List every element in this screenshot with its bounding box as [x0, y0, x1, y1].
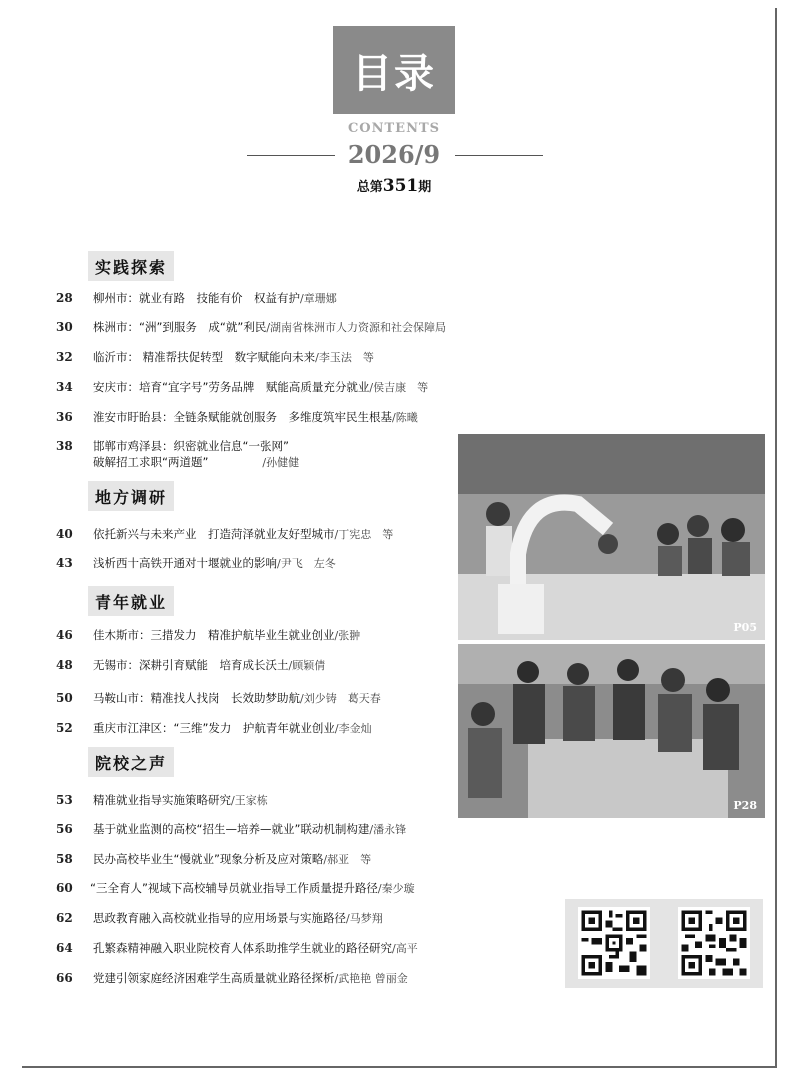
issue-date: 2026/9: [347, 140, 441, 169]
entry-title: 重庆市江津区：“三维”发力 护航青年就业创业: [93, 721, 335, 735]
qr-code-right-graphic: [678, 907, 750, 979]
entry-author: /刘少铸 葛天春: [300, 692, 381, 705]
entry-title: 柳州市：就业有路 技能有价 权益有护: [93, 291, 300, 305]
entry-title: 孔繁森精神融入职业院校育人体系助推学生就业的路径研究: [93, 941, 392, 955]
frame-right-border: [775, 8, 777, 1068]
entry-author: /郝亚 等: [323, 853, 372, 866]
section-heading: 院校之声: [88, 747, 174, 777]
page-number: 62: [56, 911, 73, 925]
entry-title: 民办高校毕业生“慢就业”现象分析及应对策略: [93, 852, 324, 866]
page-number: 40: [56, 527, 73, 541]
page-number: 46: [56, 628, 73, 642]
page-number: 56: [56, 822, 73, 836]
qr-code-left-graphic: [578, 907, 650, 979]
page-number: 28: [56, 291, 73, 305]
entry-author: /湖南省株洲市人力资源和社会保障局: [266, 321, 447, 334]
entry-author: /潘永锋: [369, 823, 407, 836]
qr-code-panel: [565, 899, 763, 988]
entry-author: /王家栋: [231, 794, 268, 807]
photo-embroidery-workshop: [458, 644, 765, 818]
entry-title: 浅析西十高铁开通对十堰就业的影响: [93, 556, 277, 570]
photo-embroidery-workshop-image: [458, 644, 765, 818]
title-box: [333, 26, 455, 114]
page-title: 目录: [352, 50, 436, 97]
entry-title: 临沂市： 精准帮扶促转型 数字赋能向未来: [93, 350, 316, 364]
page-number: 66: [56, 971, 73, 985]
entry-author: /高平: [392, 942, 418, 955]
page-number: 38: [56, 439, 73, 453]
page-number: 52: [56, 721, 73, 735]
entry-author: /侯吉康 等: [369, 381, 429, 394]
entry-title: 邯郸市鸡泽县：织密就业信息“一张网”: [93, 439, 289, 453]
entry-title: 精准就业指导实施策略研究: [93, 793, 231, 807]
entry-title: 思政教育融入高校就业指导的应用场景与实施路径: [93, 911, 346, 925]
entry-author: /陈曦: [392, 411, 418, 424]
issue-suffix: 期: [418, 180, 432, 195]
section-heading: 实践探索: [88, 251, 174, 281]
entry-title: 基于就业监测的高校“招生—培养—就业”联动机制构建: [93, 822, 370, 836]
photo-robot-exhibit-image: [458, 434, 765, 640]
entry-author: /武艳艳 曾丽金: [334, 972, 408, 985]
entry-title-line2: 破解招工求职“两道题”: [93, 455, 209, 469]
page-number: 36: [56, 410, 73, 424]
photo-page-label: P28: [733, 799, 757, 812]
date-rule-left: [247, 155, 335, 156]
entry-author: /顾颖倩: [288, 659, 326, 672]
page-number: 50: [56, 691, 73, 705]
photo-page-label: P05: [733, 621, 757, 634]
page-number: 34: [56, 380, 73, 394]
entry-author: /李玉法 等: [315, 351, 374, 364]
entry-title: 淮安市盱眙县：全链条赋能就创服务 多维度筑牢民生根基: [93, 410, 392, 424]
page-number: 30: [56, 320, 73, 334]
section-heading: 青年就业: [88, 586, 174, 616]
issue-number: [333, 176, 455, 196]
page-number: 60: [56, 881, 73, 895]
entry-title: 安庆市：培育“宜字号”劳务品牌 赋能高质量充分就业: [93, 380, 370, 394]
entry-author: /张翀: [334, 629, 361, 642]
entry-title: 马鞍山市：精准找人找岗 长效助梦助航: [93, 691, 300, 705]
qr-code-icon[interactable]: [678, 907, 750, 979]
entry-title: 无锡市：深耕引育赋能 培育成长沃土: [93, 658, 289, 672]
issue-number-value: 351: [382, 176, 419, 196]
entry-title: 佳木斯市：三措发力 精准护航毕业生就业创业: [93, 628, 335, 642]
entry-author: /孙健健: [262, 456, 300, 469]
photo-robot-exhibit: [458, 434, 765, 640]
entry-author: /章珊娜: [300, 292, 337, 305]
entry-title: 株洲市：“洲”到服务 成“就”利民: [93, 320, 267, 334]
frame-bottom-border: [22, 1066, 777, 1068]
contents-label: CONTENTS: [347, 121, 441, 136]
page-number: 64: [56, 941, 73, 955]
entry-title: 党建引领家庭经济困难学生高质量就业路径探析: [93, 971, 335, 985]
page-number: 58: [56, 852, 73, 866]
page-number: 53: [56, 793, 73, 807]
entry-title: “三全育人”视域下高校辅导员就业指导工作质量提升路径: [90, 881, 378, 895]
entry-author: /尹飞 左冬: [277, 557, 336, 570]
entry-author: /秦少璇: [377, 882, 415, 895]
page-number: 32: [56, 350, 73, 364]
date-rule-right: [455, 155, 543, 156]
entry-author: /马梦翔: [346, 912, 383, 925]
entry-author: /丁宪忠 等: [334, 528, 394, 541]
page-number: 48: [56, 658, 73, 672]
qr-code-icon[interactable]: [578, 907, 650, 979]
entry-title: 依托新兴与未来产业 打造菏泽就业友好型城市: [93, 527, 335, 541]
entry-author: /李金灿: [334, 722, 372, 735]
issue-prefix: 总第: [356, 180, 383, 195]
page-number: 43: [56, 556, 73, 570]
section-heading: 地方调研: [88, 481, 174, 511]
